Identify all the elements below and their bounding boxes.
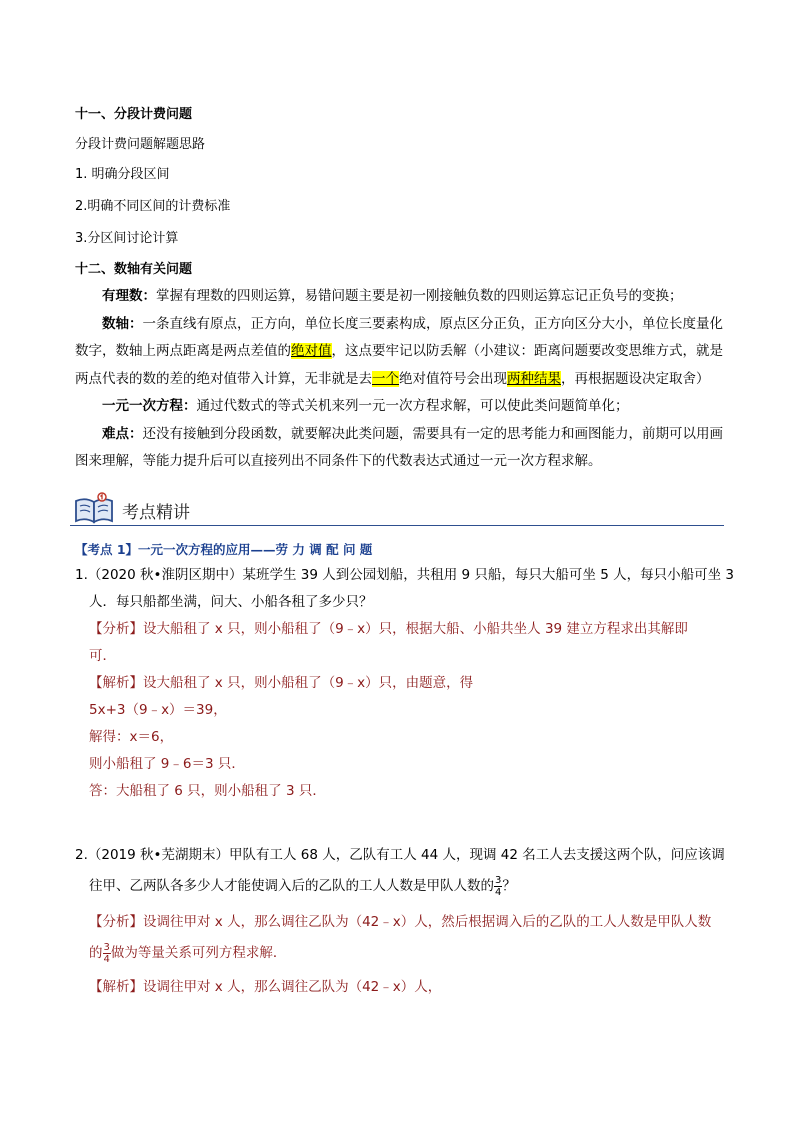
text-difficulty: 还没有接触到分段函数，就要解决此类问题，需要具有一定的思考能力和画图能力，前期可以用画图来理解，等能力提升后可以直接列出不同条件下的代数表达式通过一元一次方程求解。 xyxy=(75,425,723,469)
q1-small-boats: 则小船租了 9﹣6＝3 只． xyxy=(89,756,245,772)
q2-line-2 xyxy=(75,869,730,903)
q1-solution-text: 设大船租了 x 只，则小船租了（9﹣x）只，由题意，得 xyxy=(143,675,474,691)
question-1 xyxy=(75,562,734,805)
q1-analysis-line-1 xyxy=(75,616,730,643)
q2-line-1: 2.（2019 秋•芜湖期末）甲队有工人 68 人，乙队有工人 44 人，现调 42 名工人去支援这两个队，问应该调 xyxy=(75,847,725,863)
paragraph-difficulty xyxy=(75,421,725,476)
q1-equation: 5x+3（9﹣x）＝39， xyxy=(89,702,227,718)
q1-line-2: 人．每只船都坐满，问大、小船各租了多少只？ xyxy=(89,594,373,610)
label-rational: 有理数： xyxy=(102,288,156,304)
fraction-numerator: 3 xyxy=(495,874,502,886)
question-2 xyxy=(75,842,730,1001)
q2-analysis-tag: 【分析】 xyxy=(89,914,143,930)
q2-line-2-text: 往甲、乙两队各多少人才能使调入后的乙队的工人人数是甲队人数的 xyxy=(89,878,494,894)
label-linear-equation: 一元一次方程： xyxy=(102,398,197,414)
q1-line-1: 1.（2020 秋•淮阴区期中）某班学生 39 人到公园划船，共租用 9 只船，每只大船可坐 5 人，每只小船可坐 3 xyxy=(75,567,734,583)
highlight-one: 一个 xyxy=(372,370,399,387)
q2-analysis-text: 设调往甲对 x 人，那么调往乙队为（42﹣x）人，然后根据调入后的乙队的工人人数是甲队人数 xyxy=(143,914,712,930)
q2-solution-tag: 【解析】 xyxy=(89,979,143,995)
step-3: 3.分区间讨论计算 xyxy=(75,231,179,246)
step-1: 1. 明确分段区间 xyxy=(75,167,170,182)
q1-analysis-line-2: 可． xyxy=(89,648,116,664)
text-rational: 掌握有理数的四则运算，易错问题主要是初一刚接触负数的四则运算忘记正负号的变换； xyxy=(156,288,683,304)
text-number-line-a: 一条直线有原点，正方向，单位长度三要素构成，原点区分正负，正方向区分大小，单位长度量化数字，数轴上两点距离是两点差值的 xyxy=(75,315,723,359)
q2-solution-text: 设调往甲对 x 人，那么调往乙队为（42﹣x）人， xyxy=(143,979,442,995)
section-12-title: 十二、数轴有关问题 xyxy=(75,262,193,277)
q2-analysis-line-1 xyxy=(75,909,730,936)
fraction-numerator: 3 xyxy=(103,941,110,953)
q1-solve: 解得：x＝6， xyxy=(89,729,174,745)
paragraph-linear-equation xyxy=(75,393,725,421)
fraction-denominator: 4 xyxy=(495,886,502,898)
step-2: 2.明确不同区间的计费标准 xyxy=(75,199,231,214)
q1-analysis-tag: 【分析】 xyxy=(89,621,143,637)
fraction-three-quarters-analysis xyxy=(103,942,111,965)
section-12-body xyxy=(75,283,725,476)
text-number-line-c: 绝对值符号会出现 xyxy=(399,370,507,387)
text-linear-equation: 通过代数式的等式关机来列一元一次方程求解，可以使此类问题简单化； xyxy=(196,398,629,414)
book-icon xyxy=(72,491,116,525)
section-11-title: 十一、分段计费问题 xyxy=(75,107,193,122)
section-banner xyxy=(70,490,724,526)
label-number-line: 数轴： xyxy=(102,315,143,332)
highlight-absolute-value: 绝对值 xyxy=(291,343,332,359)
paragraph-rational xyxy=(75,283,725,311)
banner-title: 考点精讲 xyxy=(122,503,190,523)
text-number-line-b: ，这点要牢记以防丢解（小建议：距离问题要改变思维方式，就是两点代表的数的差的绝对值带入计算，无非就是去 xyxy=(75,343,723,387)
q2-solution-line-1 xyxy=(75,974,730,1001)
q1-solution-tag: 【解析】 xyxy=(89,675,143,691)
paragraph-number-line xyxy=(75,311,725,394)
q1-solution-line-1 xyxy=(75,670,730,697)
fraction-denominator: 4 xyxy=(103,953,110,965)
q1-answer: 答：大船租了 6 只，则小船租了 3 只． xyxy=(89,783,326,799)
q2-analysis-pre: 的 xyxy=(89,945,103,961)
kaodian-heading: 【考点 1】一元一次方程的应用——劳 力 调 配 问 题 xyxy=(75,542,373,557)
banner-underline xyxy=(70,525,724,527)
highlight-two-results: 两种结果 xyxy=(507,370,561,387)
section-11-subtitle: 分段计费问题解题思路 xyxy=(75,137,206,152)
q1-analysis-text: 设大船租了 x 只，则小船租了（9﹣x）只，根据大船、小船共坐人 39 建立方程求出其解即 xyxy=(143,621,688,637)
text-number-line-d: ，再根据题设决定取舍） xyxy=(561,370,710,387)
q2-analysis-line-2 xyxy=(75,936,730,970)
label-difficulty: 难点： xyxy=(102,425,143,442)
q2-question-mark: ？ xyxy=(502,878,516,894)
q2-analysis-post: 做为等量关系可列方程求解． xyxy=(110,945,287,961)
